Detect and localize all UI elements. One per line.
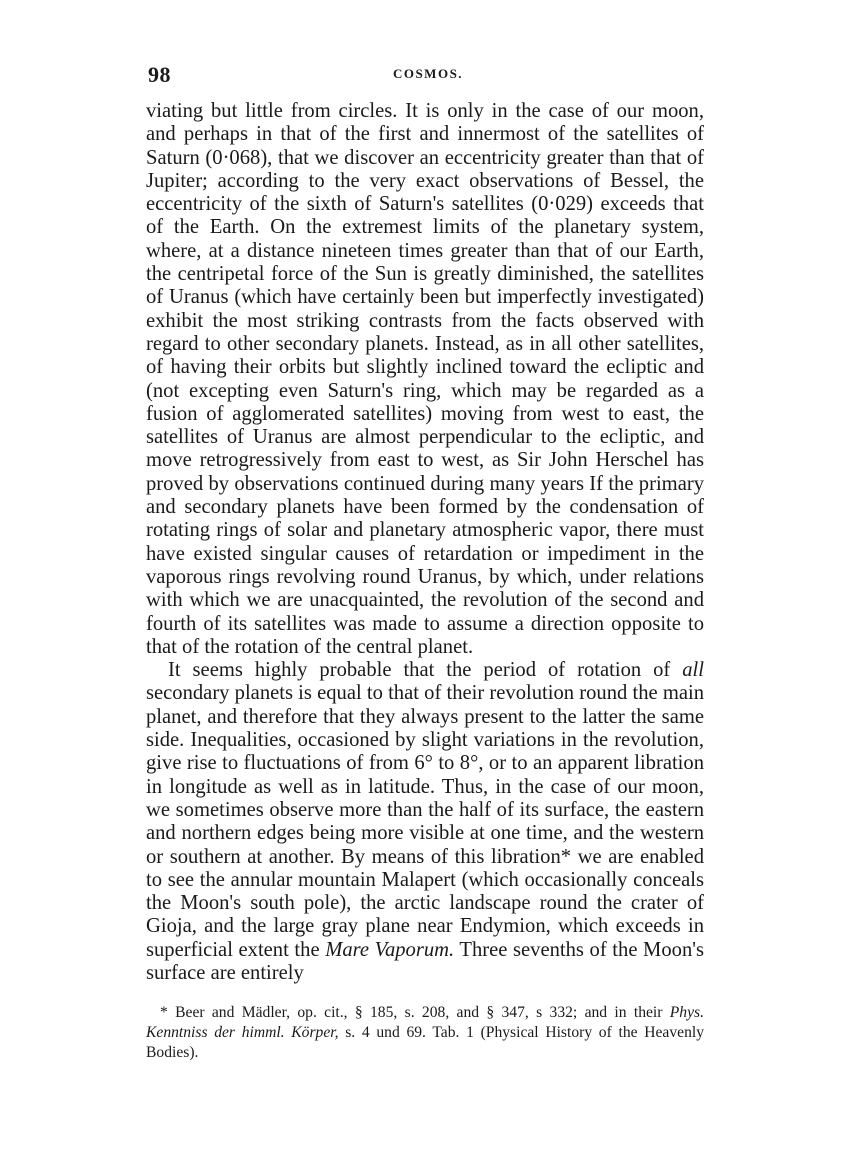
paragraph-1 <box>146 100 704 659</box>
paragraph-1-text: viating but little from circles. It is only in the case of our moon, and perhaps in that of the first and innermost of the satellites of Saturn (0·068), that we discover an eccentricity greater than that of Jupiter; according to the very exact observations of Bessel, the eccentricity of the sixth of Saturn's satellites (0·029) exceeds that of the Earth. On the extremest limits of the planetary system, where, at a distance nineteen times greater than that of our Earth, the centripetal force of the Sun is greatly diminished, the satellites of Uranus (which have certainly been but imperfectly investigated) exhibit the most striking contrasts from the facts observed with regard to other secondary planets. Instead, as in all other satellites, of having their orbits but slightly inclined toward the ecliptic and (not excepting even Saturn's ring, which may be regarded as a fusion of agglomerated satellites) moving from west to east, the satellites of Uranus are almost perpendicular to the ecliptic, and move retrogressively from east to west, as Sir John Herschel has proved by observations continued during many years If the primary and secondary planets have been formed by the condensation of rotating rings of solar and planetary atmospheric vapor, there must have existed singular causes of retardation or impediment in the vaporous rings revolving round Uranus, by which, under relations with which we are unacquainted, the revolution of the second and fourth of its satellites was made to assume a direction opposite to that of the rotation of the central planet. <box>146 100 704 658</box>
page-number: 98 <box>148 62 171 87</box>
running-head <box>148 62 708 86</box>
running-title: COSMOS. <box>392 66 464 81</box>
emphasis-all: all <box>682 659 704 682</box>
paragraph-2-text-b: secondary planets is equal to that of their revolution round the main planet, and therefore that they always present to the latter the same side. Inequalities, occasioned by slight variations in the revolution, give rise to fluctuations of from 6° to 8°, or to an apparent libration in longitude as well as in latitude. Thus, in the case of our moon, we sometimes observe more than the half of its surface, the eastern and northern edges being more visible at one time, and the western or southern at another. By means of this libration* we are enabled to see the annular mountain Malapert (which occasionally conceals the Moon's south pole), the arctic landscape round the crater of Gioja, and the large gray plane near Endymion, which exceeds in superficial extent the <box>146 682 704 961</box>
paragraph-2-text-c: Three sevenths of the Moon's surface are entirely <box>146 938 704 984</box>
footnote <box>146 1003 704 1063</box>
body-text <box>146 100 704 985</box>
footnote-book-title: Phys. Kenntniss der himml. Körper, <box>146 1004 704 1041</box>
footnote-text <box>146 1003 704 1063</box>
footnote-text-a: * Beer and Mädler, op. cit., § 185, s. 208, and § 347, s 332; and in their <box>160 1004 670 1021</box>
footnote-text-b: s. 4 und 69. Tab. 1 (Physical History of the Heavenly Bodies). <box>146 1024 704 1061</box>
paragraph-2-text-a: It seems highly probable that the period of rotation of <box>168 659 683 682</box>
paragraph-2 <box>146 659 704 985</box>
emphasis-mare-vaporum: Mare Vaporum. <box>325 938 455 961</box>
